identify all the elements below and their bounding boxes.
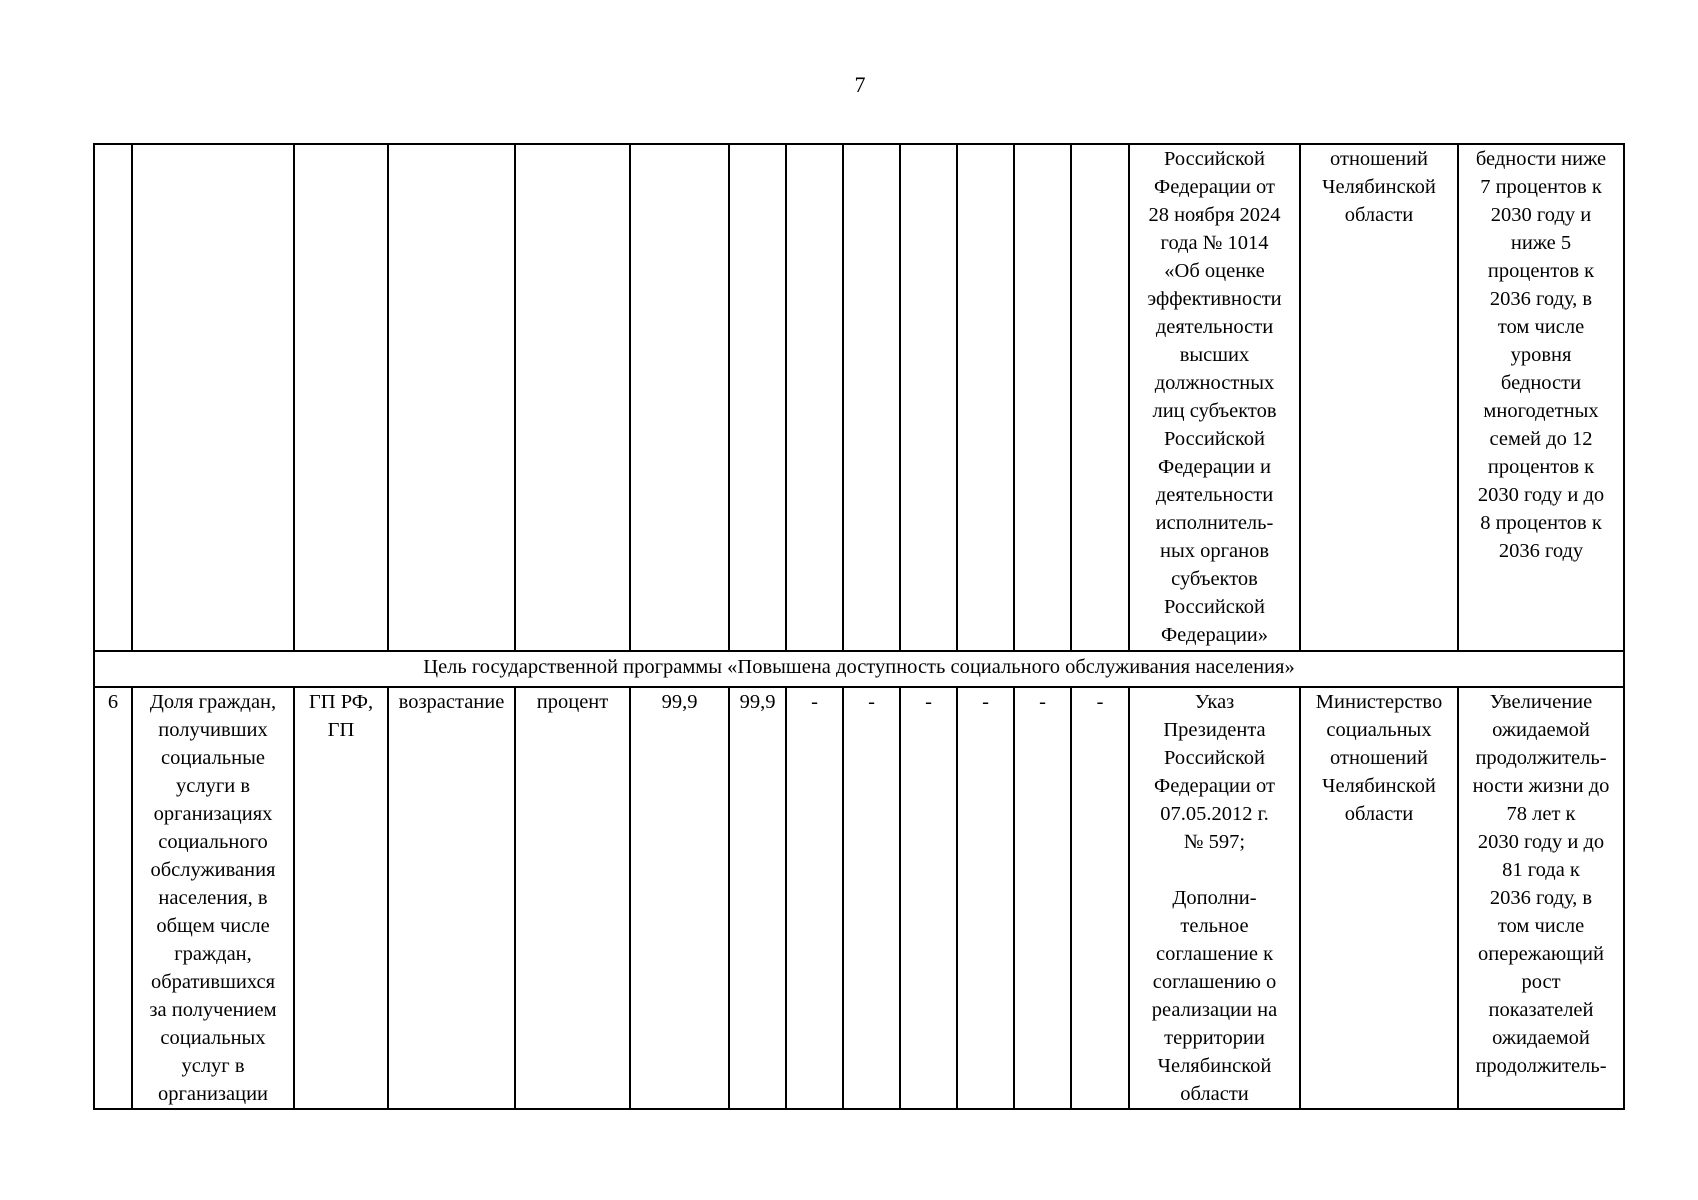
basis-line: высших: [1179, 344, 1250, 366]
basis-line: 07.05.2012 г.: [1160, 803, 1269, 825]
basis-document-cell: [1129, 687, 1300, 1109]
basis-line: соглашение к: [1155, 943, 1274, 965]
basis-line: Президента: [1163, 719, 1266, 741]
basis-line: субъектов: [1171, 568, 1258, 590]
indicator-name-line: услуги в: [175, 775, 250, 797]
indicator-name-line: за получением: [149, 999, 277, 1021]
indicator-name-line: социальные: [161, 747, 265, 769]
goal-link-line: процентов к: [1487, 260, 1595, 282]
basis-line: Российской: [1163, 428, 1266, 450]
goal-link-line: уровня: [1510, 344, 1572, 366]
indicator-name-cell: [132, 144, 294, 651]
indicator-name-line: граждан,: [174, 943, 252, 965]
year-value-cell: -: [786, 687, 843, 1109]
basis-line: ных органов: [1159, 540, 1270, 562]
base-value-cell: [630, 144, 729, 651]
indicator-name-line: услуг в: [181, 1055, 245, 1077]
year-value-cell: [729, 144, 786, 651]
page-number: 7: [854, 72, 866, 97]
year-value-cell: -: [1071, 687, 1129, 1109]
responsible-line: Министерство: [1315, 691, 1443, 713]
goal-link-line: 2030 году и до: [1477, 831, 1605, 853]
basis-line: 28 ноября 2024: [1148, 204, 1281, 226]
indicator-name-line: Доля граждан,: [149, 691, 277, 713]
year-value-cell: 99,9: [729, 687, 786, 1109]
year-value-cell: -: [1014, 687, 1071, 1109]
year-value-cell: [1071, 144, 1129, 651]
basis-line: Российской: [1163, 596, 1266, 618]
basis-line: Федерации от: [1154, 176, 1275, 198]
year-value-cell: -: [957, 687, 1014, 1109]
goal-link-line: бедности: [1500, 372, 1582, 394]
table-row-6: [94, 687, 1624, 1109]
indicator-name-line: получивших: [158, 719, 268, 741]
basis-line: соглашению о: [1152, 971, 1277, 993]
basis-line: Федерации от: [1154, 775, 1275, 797]
unit-cell: процент: [515, 687, 630, 1109]
basis-line: Челябинской: [1157, 1055, 1272, 1077]
indicator-name-line: социального: [158, 831, 268, 853]
indicator-name-line: организациях: [153, 803, 273, 825]
goal-link-line: Увеличение: [1489, 691, 1593, 713]
basis-line: территории: [1164, 1027, 1265, 1049]
goal-link-line: процентов к: [1487, 456, 1595, 478]
basis-line: реализации на: [1151, 999, 1278, 1021]
year-value-cell: [1014, 144, 1071, 651]
basis-document-cell: [1129, 144, 1300, 651]
goal-link-line: продолжитель-: [1475, 747, 1607, 769]
basis-line: деятельности: [1155, 316, 1274, 338]
indicator-level-line: ГП РФ,: [308, 691, 374, 713]
year-value-cell: -: [900, 687, 957, 1109]
goal-header-row: [94, 651, 1624, 687]
goal-link-line: продолжитель-: [1475, 1055, 1607, 1077]
goal-link-cell: [1458, 687, 1624, 1109]
indicator-name-line: населения, в: [158, 887, 268, 909]
goal-link-line: 81 года к: [1502, 859, 1580, 881]
goal-link-line: семей до 12: [1489, 428, 1593, 450]
goal-link-line: многодетных: [1483, 400, 1599, 422]
basis-line: исполнитель-: [1155, 512, 1274, 534]
goal-link-line: рост: [1521, 971, 1561, 993]
indicator-level-cell: [294, 144, 388, 651]
basis-line: Указ: [1194, 691, 1235, 713]
responsible-cell: [1300, 687, 1458, 1109]
indicator-level-cell: [294, 687, 388, 1109]
basis-line: лиц субъектов: [1152, 400, 1277, 422]
indicator-name-line: социальных: [160, 1027, 266, 1049]
indicator-level-line: ГП: [327, 719, 355, 741]
trend-cell: возрастание: [388, 687, 515, 1109]
goal-link-cell: [1458, 144, 1624, 651]
base-value-cell: 99,9: [630, 687, 729, 1109]
goal-link-line: 7 процентов к: [1480, 176, 1602, 198]
responsible-line: социальных: [1326, 719, 1432, 741]
row-number: 6: [94, 687, 132, 1109]
basis-line: № 597;: [1183, 831, 1246, 853]
basis-line: эффективности: [1147, 288, 1282, 310]
goal-link-line: опережающий: [1478, 943, 1604, 965]
basis-line: Федерации»: [1160, 624, 1269, 646]
basis-line: [1132, 856, 1297, 884]
year-value-cell: [843, 144, 900, 651]
responsible-line: отношений: [1330, 148, 1428, 170]
responsible-line: области: [1344, 803, 1414, 825]
year-value-cell: -: [843, 687, 900, 1109]
basis-line: деятельности: [1155, 484, 1274, 506]
goal-link-line: ожидаемой: [1492, 1027, 1590, 1049]
goal-title: Цель государственной программы «Повышена доступность социального обслуживания населения»: [94, 651, 1624, 687]
row-number-cell: [94, 144, 132, 651]
basis-line: года № 1014: [1160, 232, 1269, 254]
responsible-cell: [1300, 144, 1458, 651]
goal-link-line: 2036 году, в: [1489, 887, 1593, 909]
basis-line: должностных: [1154, 372, 1275, 394]
year-value-cell: [900, 144, 957, 651]
indicator-name-cell: [132, 687, 294, 1109]
indicator-name-line: обслуживания: [150, 859, 276, 881]
continued-table-row: [94, 144, 1624, 651]
basis-line: Российской: [1163, 747, 1266, 769]
basis-line: Федерации и: [1158, 456, 1271, 478]
responsible-line: Челябинской: [1322, 176, 1436, 198]
basis-line: «Об оценке: [1164, 260, 1265, 282]
responsible-line: области: [1344, 204, 1414, 226]
goal-link-line: том числе: [1497, 915, 1585, 937]
goal-link-line: ности жизни до: [1472, 775, 1610, 797]
year-value-cell: [957, 144, 1014, 651]
goal-link-line: ожидаемой: [1492, 719, 1590, 741]
goal-link-line: 2036 году, в: [1489, 288, 1593, 310]
indicator-name-line: обратившихся: [150, 971, 276, 993]
responsible-line: Челябинской: [1322, 775, 1436, 797]
basis-line: Российской: [1163, 148, 1266, 170]
goal-link-line: ниже 5: [1510, 232, 1572, 254]
goal-link-line: 2030 году и: [1490, 204, 1592, 226]
basis-line: области: [1180, 1083, 1249, 1105]
goal-link-line: 78 лет к: [1506, 803, 1576, 825]
indicator-name-line: общем числе: [156, 915, 270, 937]
responsible-line: отношений: [1330, 747, 1428, 769]
indicators-table: [93, 143, 1625, 1110]
goal-link-line: показателей: [1488, 999, 1594, 1021]
goal-link-line: бедности ниже: [1475, 148, 1607, 170]
goal-link-line: 2036 году: [1498, 540, 1584, 562]
indicator-name-line: организации: [157, 1083, 269, 1105]
basis-line: Дополни-: [1172, 887, 1257, 909]
unit-cell: [515, 144, 630, 651]
year-value-cell: [786, 144, 843, 651]
goal-link-line: 2030 году и до: [1477, 484, 1605, 506]
goal-link-line: 8 процентов к: [1480, 512, 1602, 534]
basis-line: тельное: [1180, 915, 1249, 937]
trend-cell: [388, 144, 515, 651]
goal-link-line: том числе: [1497, 316, 1585, 338]
